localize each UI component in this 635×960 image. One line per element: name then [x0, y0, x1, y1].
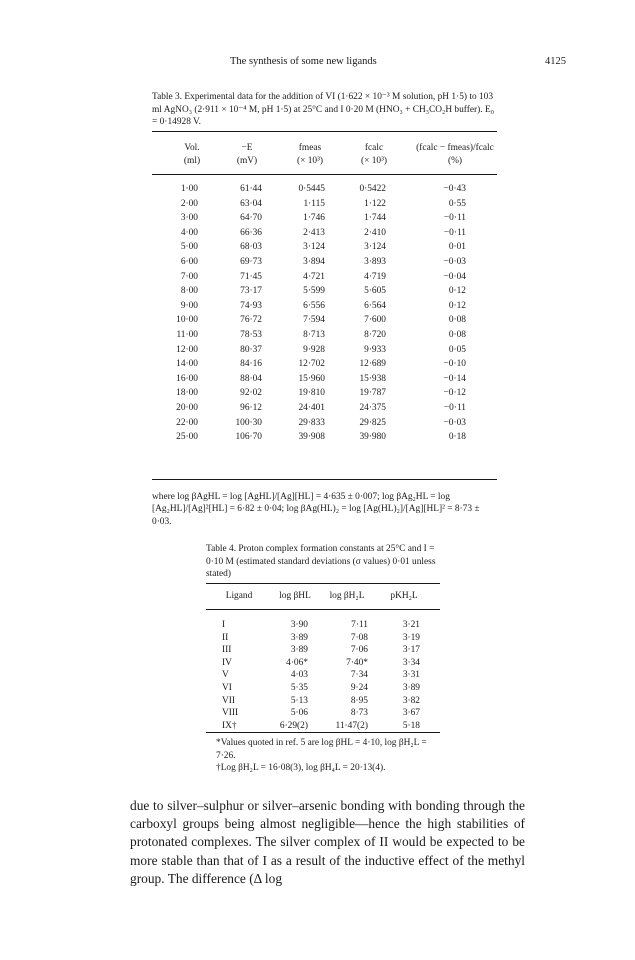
table3-caption: Table 3. Experimental data for the addition of VI (1·622 × 10⁻³ M solution, pH 1·5) to 103 ml AgNO₃ (2·911 × 10⁻⁴ M, pH 1·5) at 25°C and I 0·20 M (HNO₃ + CH₃CO₂H buffer). E₀ = 0·14928 V. [152, 92, 494, 128]
table4-header-rule [206, 609, 440, 610]
table4-note-a: *Values quoted in ref. 5 are log βHL = 4·10, log βH₂L = 7·26. [216, 738, 427, 761]
table-row: 10·00 76·72 7·594 7·600 0·08 [176, 315, 466, 326]
table-row: 7·00 71·45 4·721 4·719 −0·04 [180, 271, 466, 282]
table-row: 12·00 80·37 9·928 9·933 0·05 [176, 344, 466, 355]
table-row: VI 5·35 9·24 3·89 [222, 683, 420, 693]
table-row: IX† 6·29(2) 11·47(2) 5·18 [222, 720, 420, 731]
table-row: III 3·89 7·06 3·17 [222, 645, 420, 656]
table3-header-rule [152, 174, 497, 175]
table4-notes [206, 737, 446, 775]
table-row: VIII 5·06 8·73 3·67 [222, 708, 420, 719]
table-row: VII 5·13 8·95 3·82 [222, 695, 420, 706]
table-row: 6·00 69·73 3·894 3·893 −0·03 [180, 257, 466, 267]
table-row: 11·00 78·53 8·713 8·720 0·08 [176, 330, 466, 340]
table-row: 22·00 100·30 29·833 29·825 −0·03 [176, 417, 466, 428]
table4-bottom-rule [206, 732, 440, 733]
table4-top-rule [206, 583, 440, 584]
table3-top-rule [152, 131, 497, 132]
table-row: 9·00 74·93 6·556 6·564 0·12 [180, 300, 466, 311]
table3-header-cell: Vol. (ml) [183, 143, 201, 166]
table4-note-b: †Log βH₂L = 16·08(3), log βH₄L = 20·13(4). [216, 763, 386, 774]
table3-header-cell: −E (mV) [236, 143, 258, 166]
table3-header-cell: (fcalc − fmeas)/fcalc (%) [416, 143, 494, 166]
table-row: 1·00 61·44 0·5445 0·5422 −0·43 [180, 184, 466, 194]
body-paragraph: due to silver–sulphur or silver–arsenic bonding with bonding through the carboxyl groups being almost negligible—hence the high stabilities of protonated complexes. The silver complex of II would be expected to be more stable than that of I as a result of the inductive effect of the methyl group. The difference (Δ log [130, 798, 525, 886]
page-number: 4125 [545, 56, 566, 67]
table-row: 8·00 73·17 5·599 5·605 0·12 [180, 286, 466, 297]
table-row: I 3·90 7·11 3·21 [222, 620, 420, 630]
table-row: V 4·03 7·34 3·31 [222, 670, 420, 681]
table4-header-cell: pKH₂L [390, 591, 418, 601]
table3-footnote: where log βAgHL = log [AgHL]/[Ag][HL] = 4·635 ± 0·007; log βAg₂HL = log [Ag₂HL]/[Ag]²[HL] = 6·82 ± 0·04; log βAg(HL)₂ = log [Ag(HL)₂]/[Ag][HL]² = 8·73 ± 0·03. [152, 492, 480, 527]
table-row: 25·00 106·70 39·908 39·980 0·18 [176, 432, 466, 443]
table-row: II 3·89 7·08 3·19 [222, 632, 420, 643]
table4-caption: Table 4. Proton complex formation constants at 25°C and I = 0·10 M (estimated standard deviations (σ values) 0·01 unless stated) [206, 544, 436, 580]
table-row: 18·00 92·02 19·810 19·787 −0·12 [176, 388, 466, 399]
table-row: 3·00 64·70 1·746 1·744 −0·11 [180, 213, 466, 224]
table4-header-cell: log βH₂L [329, 591, 365, 601]
table3-bottom-rule [152, 479, 497, 480]
table4-header-cell: log βHL [279, 591, 311, 601]
table-row: 16·00 88·04 15·960 15·938 −0·14 [176, 373, 466, 384]
table-row: 5·00 68·03 3·124 3·124 0·01 [180, 242, 466, 253]
table3-header-cell: fcalc (× 10³) [360, 143, 388, 166]
table-row: 2·00 63·04 1·115 1·122 0·55 [180, 198, 466, 209]
table-row: 20·00 96·12 24·401 24·375 −0·11 [176, 403, 466, 413]
table-row: IV 4·06* 7·40* 3·34 [222, 657, 420, 668]
page-header [0, 56, 635, 72]
table3-header-cell: fmeas (× 10³) [296, 143, 324, 166]
running-head: The synthesis of some new ligands [230, 56, 377, 67]
table4-header-cell: Ligand [225, 591, 253, 601]
table-row: 14·00 84·16 12·702 12·689 −0·10 [176, 359, 466, 370]
table-row: 4·00 66·36 2·413 2·410 −0·11 [180, 227, 466, 238]
